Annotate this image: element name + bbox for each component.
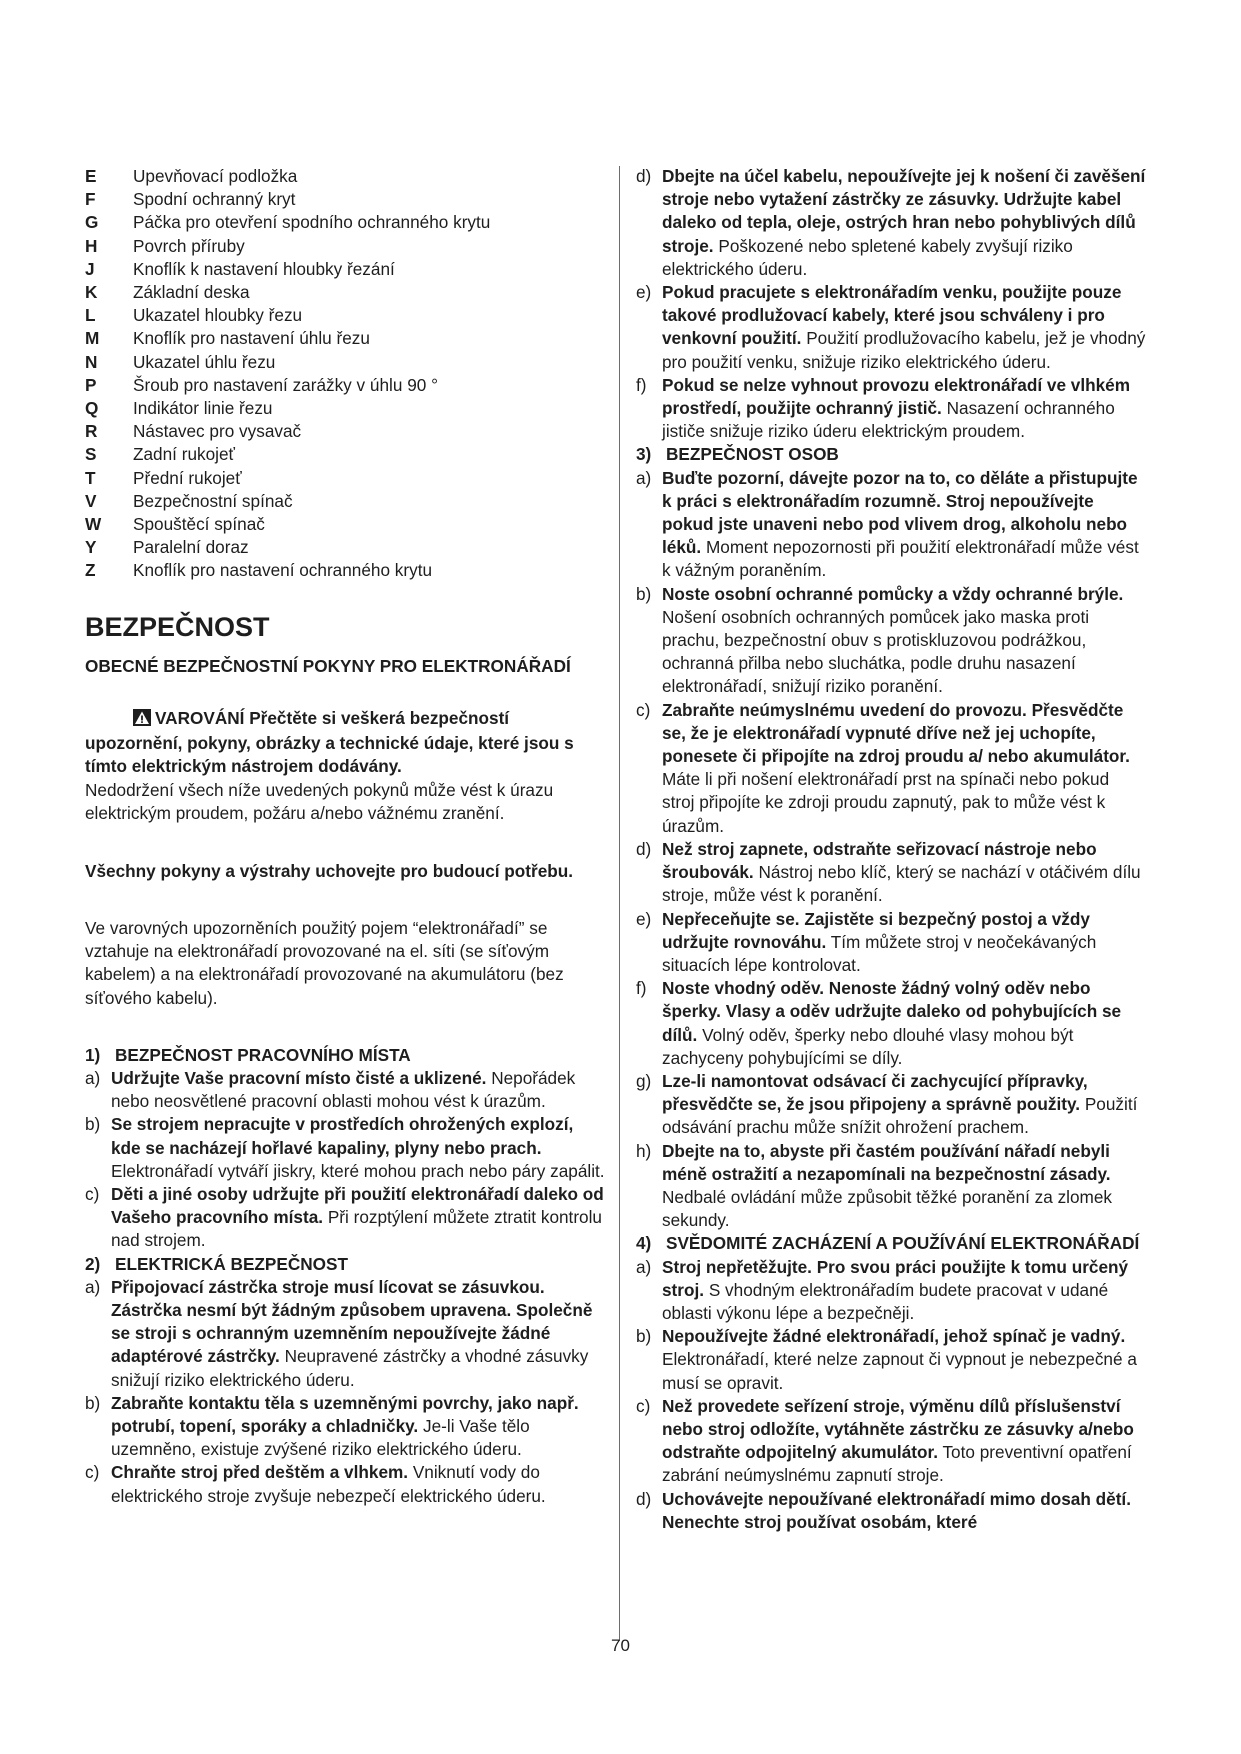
legend-text: Zadní rukojeť [133,444,235,465]
item-normal: Použití prodlužovacího kabelu, jež je vhodný pro použití venku, snižuje riziko elektrického úderu. [662,328,1146,372]
legend-letter: R [85,421,98,442]
item-label: b) [636,583,652,604]
item-bold: Zabraňte kontaktu těla s uzemněnými povrchy, jako např. potrubí, topení, sporáky a chladničky. [111,1392,579,1436]
item-bold: Pokud pracujete s elektronářadím venku, použijte pouze takové prodlužovací kabely, které jsou schváleny i pro venkovní použití. [662,282,1122,349]
legend-text: Povrch příruby [133,235,245,256]
item-label: c) [636,699,651,720]
item-bold: Dbejte na účel kabelu, nepoužívejte jej k nošení či zavěšení stroje nebo vytažení zástrčky ze zásuvky. Udržujte kabel daleko od tepla, oleje, ostrých hran nebo pohyblivých dílů stroje. [662,166,1146,256]
list-item [636,583,1146,699]
list-item [85,1183,605,1253]
item-normal: Při rozptýlení můžete ztratit kontrolu nad strojem. [111,1207,602,1251]
item-normal: Máte li při nošení elektronářadí prst na spínači nebo pokud stroj připojíte ke zdroji proudu zapnutý, pak to může vést k úrazům. [662,769,1110,836]
item-bold: Udržujte Vaše pracovní místo čisté a uklizené. [111,1067,487,1088]
section-number: 2) [85,1253,101,1274]
list-item [636,165,1146,281]
item-label: f) [636,978,647,999]
list-item [85,1461,605,1507]
section-number: 4) [636,1233,652,1254]
section-heading-text: BEZPEČNOST OSOB [666,444,839,465]
item-bold: Dbejte na to, abyste při častém používání nářadí nebyli méně ostražití a nezapomínali na bezpečnostní zásady. [662,1140,1111,1184]
list-item [636,281,1146,374]
item-label: b) [636,1326,652,1347]
item-normal: S vhodným elektronářadím budete pracovat v udané oblasti výkonu lépe a bezpečněji. [662,1279,1109,1323]
item-bold: Noste vhodný oděv. Nenoste žádný volný oděv nebo šperky. Vlasy a oděv udržujte daleko od pohybujících se dílů. [662,978,1122,1045]
item-normal: Toto preventivní opatření zabrání neúmyslnému zapnutí stroje. [662,1442,1132,1486]
section-heading-text: ELEKTRICKÁ BEZPEČNOST [115,1253,348,1274]
legend-letter: G [85,212,99,233]
legend-text: Indikátor linie řezu [133,398,273,419]
item-label: b) [85,1114,101,1135]
legend-text: Bezpečnostní spínač [133,490,293,511]
section-number: 3) [636,444,652,465]
legend-letter: E [85,166,97,186]
list-item [636,908,1146,978]
legend-item [85,420,605,443]
section-subtitle: OBECNÉ BEZPEČNOSTNÍ POKYNY PRO ELEKTRONÁŘADÍ [85,655,571,676]
list-item [636,1325,1146,1395]
legend-text: Základní deska [133,282,250,303]
legend-text: Ukazatel hloubky řezu [133,305,303,326]
item-label: d) [636,166,652,186]
item-label: e) [636,282,652,303]
item-label: e) [636,908,652,929]
legend-letter: N [85,351,98,372]
legend-letter: M [85,328,100,349]
list-item [85,1392,605,1462]
list-item [636,374,1146,444]
item-bold: Uchovávejte nepoužívané elektronářadí mimo dosah dětí. Nenechte stroj používat osobám, které [662,1488,1131,1532]
legend-text: Šroub pro nastavení zarážky v úhlu 90 ° [133,374,438,395]
item-bold: Nepoužívejte žádné elektronářadí, jehož spínač je vadný. [662,1326,1126,1347]
page-number: 70 [611,1636,630,1655]
legend-letter: L [85,305,96,326]
legend-item [85,559,605,582]
item-label: a) [636,1256,652,1277]
item-label: g) [636,1070,652,1091]
item-bold: Noste osobní ochranné pomůcky a vždy ochranné brýle. [662,583,1124,604]
legend-text: Spouštěcí spínač [133,514,265,535]
list-item [85,1067,605,1113]
item-bold: Nepřeceňujte se. Zajistěte si bezpečný postoj a vždy udržujte rovnováhu. [662,908,1090,952]
legend-letter: K [85,282,98,303]
item-label: h) [636,1140,652,1161]
item-normal: Je-li Vaše tělo uzemněno, existuje zvýšené riziko elektrického úderu. [111,1415,530,1460]
item-normal: Poškozené nebo spletené kabely zvyšují riziko elektrického úderu. [662,235,1073,279]
item-normal: Nošení osobních ochranných pomůcek jako maska proti prachu, bezpečnostní obuv s protiskluzovou podrážkou, ochranná přilba nebo sluchátka, podle druhu nasazení elektronářadí, snižují riziko poranění. [662,606,1090,697]
legend-item [85,467,605,490]
right-column [636,165,1146,1534]
warning-lead-line [85,707,605,732]
legend-item [85,258,605,281]
warning-triangle-icon [133,709,151,732]
section-heading-text: SVĚDOMITÉ ZACHÁZENÍ A POUŽÍVÁNÍ ELEKTRONÁŘADÍ [666,1233,1140,1254]
left-column [85,165,605,1508]
list-item [636,1256,1146,1326]
legend-text: Spodní ochranný kryt [133,189,296,210]
legend-letter: Q [85,398,99,419]
list-item [85,1113,605,1183]
item-normal: Elektronářadí, které nelze zapnout či vypnout je nebezpečné a musí se opravit. [662,1349,1137,1393]
legend-text: Knoflík pro nastavení ochranného krytu [133,560,433,581]
intro-paragraph: Ve varovných upozorněních použitý pojem “elektronářadí” se vztahuje na elektronářadí provozované na el. síti (se síťovým kabelem) a na elektronářadí provozované na akumulátoru (bez síťového kabelu). [85,917,564,1008]
legend-text: Ukazatel úhlu řezu [133,351,276,372]
legend-letter: P [85,374,97,395]
item-label: c) [85,1183,100,1204]
legend-letter: V [85,490,97,511]
item-bold: Připojovací zástrčka stroje musí lícovat se zásuvkou. Zástrčka nesmí být žádným způsobem upravena. Společně se stroji s ochranným uzemněním nepoužívejte žádné adaptérové zástrčky. [111,1276,593,1367]
item-label: d) [636,1488,652,1509]
column-divider [619,166,620,1641]
section-heading-4 [636,1232,1146,1255]
warning-bold-text: upozornění, pokyny, obrázky a technické údaje, které jsou s tímto elektrickým nástrojem dodávány. [85,733,574,777]
item-normal: Volný oděv, šperky nebo dlouhé vlasy mohou být zachyceny pohybujícími se díly. [662,1024,1074,1068]
item-label: c) [85,1462,100,1483]
list-item [636,1488,1146,1534]
legend-letter: F [85,189,96,210]
item-normal: Nepořádek nebo neosvětlené pracovní oblasti mohou vést k úrazům. [111,1067,576,1112]
section-heading-3 [636,443,1146,466]
item-bold: Pokud se nelze vyhnout provozu elektronářadí ve vlhkém prostředí, použijte ochranný jistič. [662,374,1131,419]
legend-letter: W [85,514,102,535]
warning-normal-text: Nedodržení všech níže uvedených pokynů může vést k úrazu elektrickým proudem, požáru a/nebo vážnému zranění. [85,779,554,824]
item-bold: Než stroj zapnete, odstraňte seřizovací nástroje nebo šroubovák. [662,838,1097,883]
legend-text: Knoflík k nastavení hloubky řezání [133,258,395,279]
item-label: a) [85,1276,101,1297]
warning-block [85,707,605,826]
item-label: d) [636,838,652,859]
list-item [85,1276,605,1392]
list-item [636,977,1146,1070]
item-bold: Děti a jiné osoby udržujte při použití elektronářadí daleko od Vašeho pracovního místa. [111,1183,604,1228]
section-heading-text: BEZPEČNOST PRACOVNÍHO MÍSTA [115,1044,411,1065]
legend-letter: Z [85,560,96,581]
list-item [636,838,1146,908]
item-normal: Neupravené zástrčky a vhodné zásuvky snižují riziko elektrického úderu. [111,1346,589,1390]
legend-list [85,165,605,583]
item-label: f) [636,374,647,395]
item-normal: Nasazení ochranného jističe snižuje riziko úderu elektrickým proudem. [662,398,1115,442]
legend-text: Paralelní doraz [133,537,249,558]
legend-item [85,211,605,234]
item-label: a) [85,1067,101,1088]
item-bold: Než provedete seřízení stroje, výměnu dílů příslušenství nebo stroj odložíte, vytáhněte zástrčku ze zásuvky a/nebo odstraňte odpojitelný akumulátor. [662,1395,1134,1463]
item-bold: Se strojem nepracujte v prostředích ohrožených explozí, kde se nacházejí hořlavé kapaliny, plyny nebo prach. [111,1114,574,1158]
legend-item [85,165,605,188]
legend-item [85,397,605,420]
item-normal: Použití odsávání prachu může snížit ohrožení prachem. [662,1094,1138,1138]
list-item [636,699,1146,838]
legend-text: Knoflík pro nastavení úhlu řezu [133,328,370,349]
item-label: c) [636,1395,651,1416]
legend-text: Páčka pro otevření spodního ochranného krytu [133,212,491,233]
section-title: BEZPEČNOST [85,611,270,642]
legend-item [85,513,605,536]
item-bold: Stroj nepřetěžujte. Pro svou práci použijte k tomu určený stroj. [662,1256,1129,1300]
legend-item [85,281,605,304]
legend-letter: T [85,467,96,488]
item-normal: Nástroj nebo klíč, který se nachází v otáčivém dílu stroje, může vést k poranění. [662,862,1141,906]
legend-text: Upevňovací podložka [133,166,298,186]
item-bold: Buďte pozorní, dávejte pozor na to, co děláte a přistupujte k práci s elektronářadím rozumně. Stroj nepoužívejte pokud jste unaveni nebo pod vlivem drog, alkoholu nebo léků. [662,467,1138,558]
item-bold: Chraňte stroj před deštěm a vlhkem. [111,1462,409,1483]
keep-instructions: Všechny pokyny a výstrahy uchovejte pro budoucí potřebu. [85,860,574,881]
legend-item [85,374,605,397]
item-bold: Lze-li namontovat odsávací či zachycující přípravky, přesvědčte se, že jsou připojeny a správně použity. [662,1070,1088,1115]
item-normal: Nedbalé ovládání může způsobit těžké poranění za zlomek sekundy. [662,1186,1113,1231]
legend-letter: H [85,235,98,256]
legend-text: Přední rukojeť [133,467,242,488]
legend-item [85,490,605,513]
legend-letter: J [85,258,95,279]
legend-item [85,188,605,211]
legend-letter: Y [85,537,97,558]
legend-item [85,443,605,466]
list-item [636,1140,1146,1233]
legend-text: Nástavec pro vysavač [133,421,302,442]
item-normal: Moment nepozornosti při použití elektronářadí může vést k vážným poraněním. [662,537,1139,581]
item-label: b) [85,1392,101,1413]
legend-letter: S [85,444,97,465]
section-number: 1) [85,1044,101,1065]
list-item [636,1395,1146,1488]
legend-item [85,536,605,559]
legend-item [85,235,605,258]
item-bold: Zabraňte neúmyslnému uvedení do provozu. Přesvědčte se, že je elektronářadí vypnuté dříve než jej uchopíte, ponesete či připojíte na zdroj proudu a/ nebo akumulátor. [662,699,1130,767]
legend-item [85,327,605,350]
item-normal: Elektronářadí vytváří jiskry, které mohou prach nebo páry zapálit. [111,1160,605,1181]
list-item [636,467,1146,583]
item-normal: Tím můžete stroj v neočekávaných situacích lépe kontrolovat. [662,931,1097,975]
item-label: a) [636,467,652,488]
warning-lead: VAROVÁNÍ Přečtěte si veškerá bezpečností [155,707,510,728]
section-heading-2 [85,1253,605,1276]
legend-item [85,304,605,327]
item-normal: Vniknutí vody do elektrického stroje zvyšuje nebezpečí elektrického úderu. [111,1462,546,1506]
legend-item [85,351,605,374]
section-heading-1 [85,1044,605,1067]
list-item [636,1070,1146,1140]
